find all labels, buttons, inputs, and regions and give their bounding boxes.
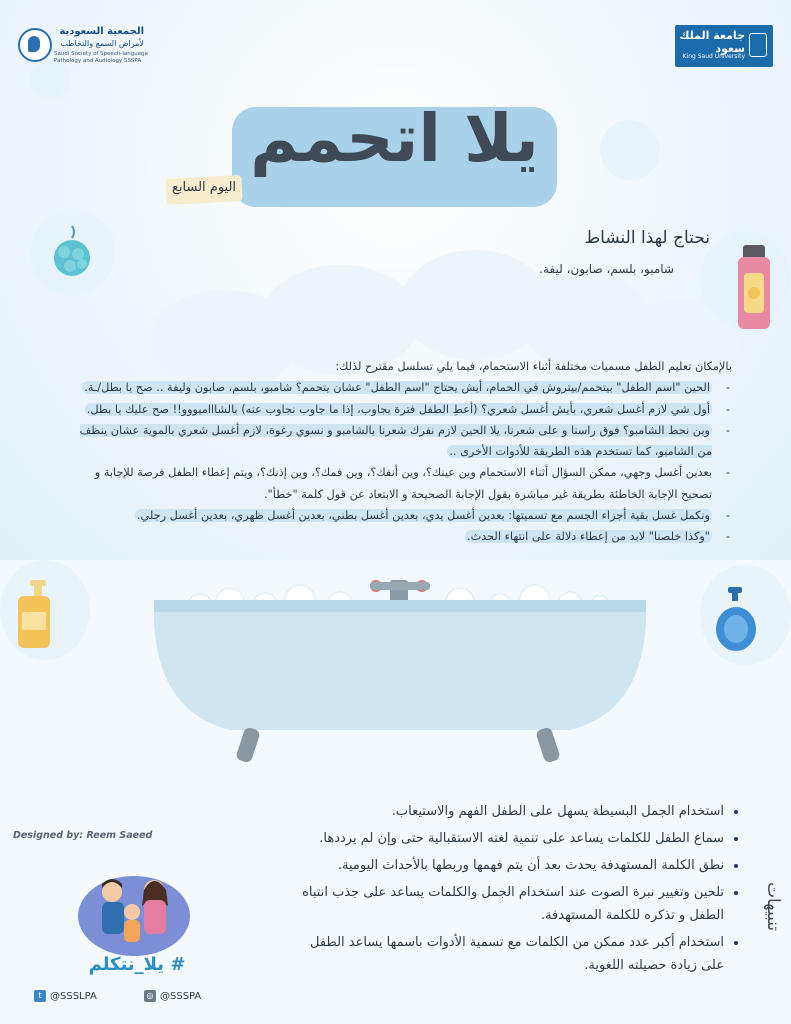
content-step bbox=[66, 462, 712, 505]
tips-list bbox=[300, 800, 740, 977]
content-steps bbox=[66, 377, 732, 547]
tips-section bbox=[300, 800, 740, 981]
needs-items: شامبو، بلسم، صابون، ليفة. bbox=[539, 262, 674, 276]
family-illustration bbox=[74, 866, 194, 961]
content-step-text: بعدين أغسل وجهي، ممكن السؤال أثناء الاستحمام وين عينك؟، وين أنفك؟، وين فمك؟، وين إذنك؟، ويتم إعطاء الطفل فرصة للإجابة و تصحيح الإجابة الخاطئة بطريقة غير مباشرة بقول الإجابة الصحيحة و الابتعاد عن قول كلمة "خطأ". bbox=[94, 466, 712, 501]
ksu-name-ar: جامعة الملك سعود bbox=[679, 29, 745, 55]
content-intro: بالإمكان تعليم الطفل مسميات مختلفة أثناء الاستحمام، فيما يلي تسلسل مقترح لذلك: bbox=[335, 360, 732, 373]
content-step-text: "وكذا خلصنا" لابد من إعطاء دلالة على انتهاء الحدث. bbox=[466, 530, 710, 544]
needs-title: نحتاج لهذا النشاط bbox=[584, 228, 710, 248]
content-step bbox=[66, 526, 712, 547]
tips-label: تنبيهات bbox=[763, 882, 783, 932]
activity-content bbox=[66, 356, 732, 548]
bathtub-illustration bbox=[140, 560, 660, 770]
content-step bbox=[66, 399, 712, 420]
content-step-text: الحين "اسم الطفل" بيتحمم/بيتروش في الحمام، أيش يحتاج "اسم الطفل" عشان يتحمم؟ شامبو، بلسم، صابون وليفة .. صح يا بطل/ـة. bbox=[84, 381, 710, 395]
ksu-logo bbox=[675, 25, 773, 67]
sssppa-emblem-icon bbox=[18, 28, 52, 62]
shampoo-bottle-icon bbox=[735, 243, 773, 331]
lotion-bottle-icon bbox=[14, 578, 54, 650]
hashtag: # يلا_نتكلم bbox=[88, 954, 186, 975]
bubble-decoration bbox=[600, 120, 660, 180]
tip-item: • تلحين وتغيير نبرة الصوت عند استخدام الجمل والكلمات يساعد على جذب انتباه الطفل و تذكره للكلمة المستهدفة. bbox=[300, 881, 724, 927]
twitter-icon: t bbox=[34, 990, 46, 1002]
ksu-name-en: King Saud University bbox=[682, 53, 745, 60]
logo-left-name-ar: الجمعية السعودية bbox=[59, 26, 144, 37]
soap-dispenser-icon bbox=[712, 585, 760, 653]
loofah-icon bbox=[42, 222, 102, 282]
instagram-icon: ◎ bbox=[144, 990, 156, 1002]
instagram-handle-text: @SSSPA bbox=[160, 991, 202, 1002]
content-step-text: أول شي لازم أغسل شعري، بأيش أغسل شعري؟ (أعطِ الطفل فترة يجاوب، إذا ما جاوب نجاوب عنه) بالشاااميووو!! صح عليك يا بطل. bbox=[86, 402, 710, 416]
designer-credit: Designed by: Reem Saeed bbox=[13, 830, 153, 841]
content-step-text: وين نحط الشامبو؟ فوق راسنا و على شعرنا، يلا الحين لازم نفرك شعرنا بالشامبو و نسوي رغوة، لازم أغسل شعري بالموية عشان ينظف من الشامبو، كما تستخدم هذه الطريقة للأدوات الأخرى .. bbox=[79, 423, 712, 459]
twitter-handle-text: @SSSLPA bbox=[50, 991, 97, 1002]
day-label: اليوم السابع bbox=[171, 180, 237, 195]
logo-left-name-ar-2: لأمراض السمع والتخاطب bbox=[60, 39, 144, 48]
tip-item: • نطق الكلمة المستهدفة يحدث بعد أن يتم فهمها وربطها بالأحداث اليومية. bbox=[300, 854, 724, 877]
instagram-handle[interactable] bbox=[144, 990, 201, 1002]
tip-item: • استخدام أكبر عدد ممكن من الكلمات مع تسمية الأدوات باسمها يساعد الطفل على زيادة حصيلته اللغوية. bbox=[300, 931, 724, 977]
tip-item: • سماع الطفل للكلمات يساعد على تنمية لغته الاستقبالية حتى وإن لم يرددها. bbox=[300, 827, 724, 850]
ksu-crest-icon bbox=[749, 33, 767, 57]
logo-left-name-en: Saudi Society of Speech-language Pathology and Audiology SSSPA bbox=[54, 51, 148, 64]
tip-item: • استخدام الجمل البسيطة يسهل على الطفل الفهم والاستيعاب. bbox=[300, 800, 724, 823]
content-step bbox=[66, 505, 712, 526]
twitter-handle[interactable] bbox=[34, 990, 97, 1002]
content-step-text: ونكمل غسل بقية أجزاء الجسم مع تسميتها: بعدين أغسل يدي، بعدين أغسل بطني، بعدين أغسل ظهري، بعدين أغسل رجلي. bbox=[136, 509, 710, 523]
content-step bbox=[66, 377, 712, 398]
sssppa-logo bbox=[18, 26, 198, 70]
content-step bbox=[66, 420, 712, 463]
page-title: يلا اتحمم bbox=[250, 100, 539, 177]
